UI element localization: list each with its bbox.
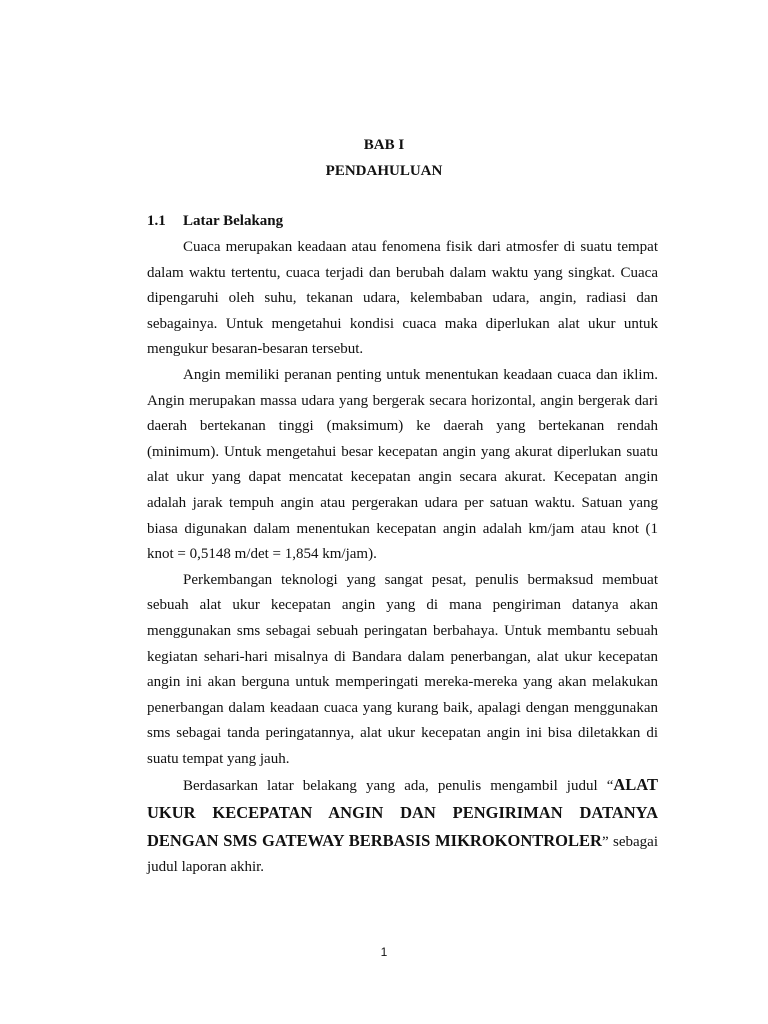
chapter-number: BAB I <box>363 137 405 153</box>
section-heading <box>147 213 283 230</box>
page-number: 1 <box>380 945 388 959</box>
paragraph-4 <box>147 772 658 880</box>
paragraph-4-tail: ” sebagai judul laporan akhir. <box>147 833 658 876</box>
paragraph-3: Perkembangan teknologi yang sangat pesat, penulis bermaksud membuat sebuah alat ukur kecepatan angin yang di mana pengiriman datanya akan menggunakan sms sebagai sebuah peringatan berbahaya. Untuk membantu sebuah kegiatan sehari-hari misalnya di Bandara dalam penerbangan, alat ukur kecepatan angin ini akan berguna untuk memperingati mereka-mereka yang akan melakukan penerbangan dalam keadaan cuaca yang kurang baik, apalagi dengan menggunakan sms sebagai tanda peringatannya, alat ukur kecepatan angin ini bisa diletakkan di suatu tempat yang jauh. <box>147 571 658 767</box>
section-number: 1.1 <box>147 213 166 229</box>
report-title: ALAT UKUR KECEPATAN ANGIN DAN PENGIRIMAN DATANYA DENGAN SMS GATEWAY BERBASIS MIKROKONTROLER <box>147 775 658 850</box>
body-text <box>147 235 658 881</box>
paragraph-2: Angin memiliki peranan penting untuk menentukan keadaan cuaca dan iklim. Angin merupakan massa udara yang bergerak secara horizontal, angin bergerak dari daerah bertekanan tinggi (maksimum) ke daerah yang bertekanan rendah (minimum). Untuk mengetahui besar kecepatan angin yang akurat diperlukan suatu alat ukur yang dapat mencatat kecepatan angin secara akurat. Kecepatan angin adalah jarak tempuh angin atau pergerakan udara per satuan waktu. Satuan yang biasa digunakan dalam menentukan kecepatan angin adalah km/jam atau knot (1 knot = 0,5148 m/det = 1,854 km/jam). <box>147 366 658 563</box>
section-title: Latar Belakang <box>183 213 284 229</box>
chapter-title: PENDAHULUAN <box>325 163 443 179</box>
paragraph-1: Cuaca merupakan keadaan atau fenomena fisik dari atmosfer di suatu tempat dalam waktu tertentu, cuaca terjadi dan berubah dalam waktu yang singkat. Cuaca dipengaruhi oleh suhu, tekanan udara, kelembaban udara, angin, radiasi dan sebagainya. Untuk mengetahui kondisi cuaca maka diperlukan alat ukur untuk mengukur besaran-besaran tersebut. <box>147 239 658 358</box>
paragraph-4-lead: Berdasarkan latar belakang yang ada, penulis mengambil judul “ <box>183 778 614 795</box>
